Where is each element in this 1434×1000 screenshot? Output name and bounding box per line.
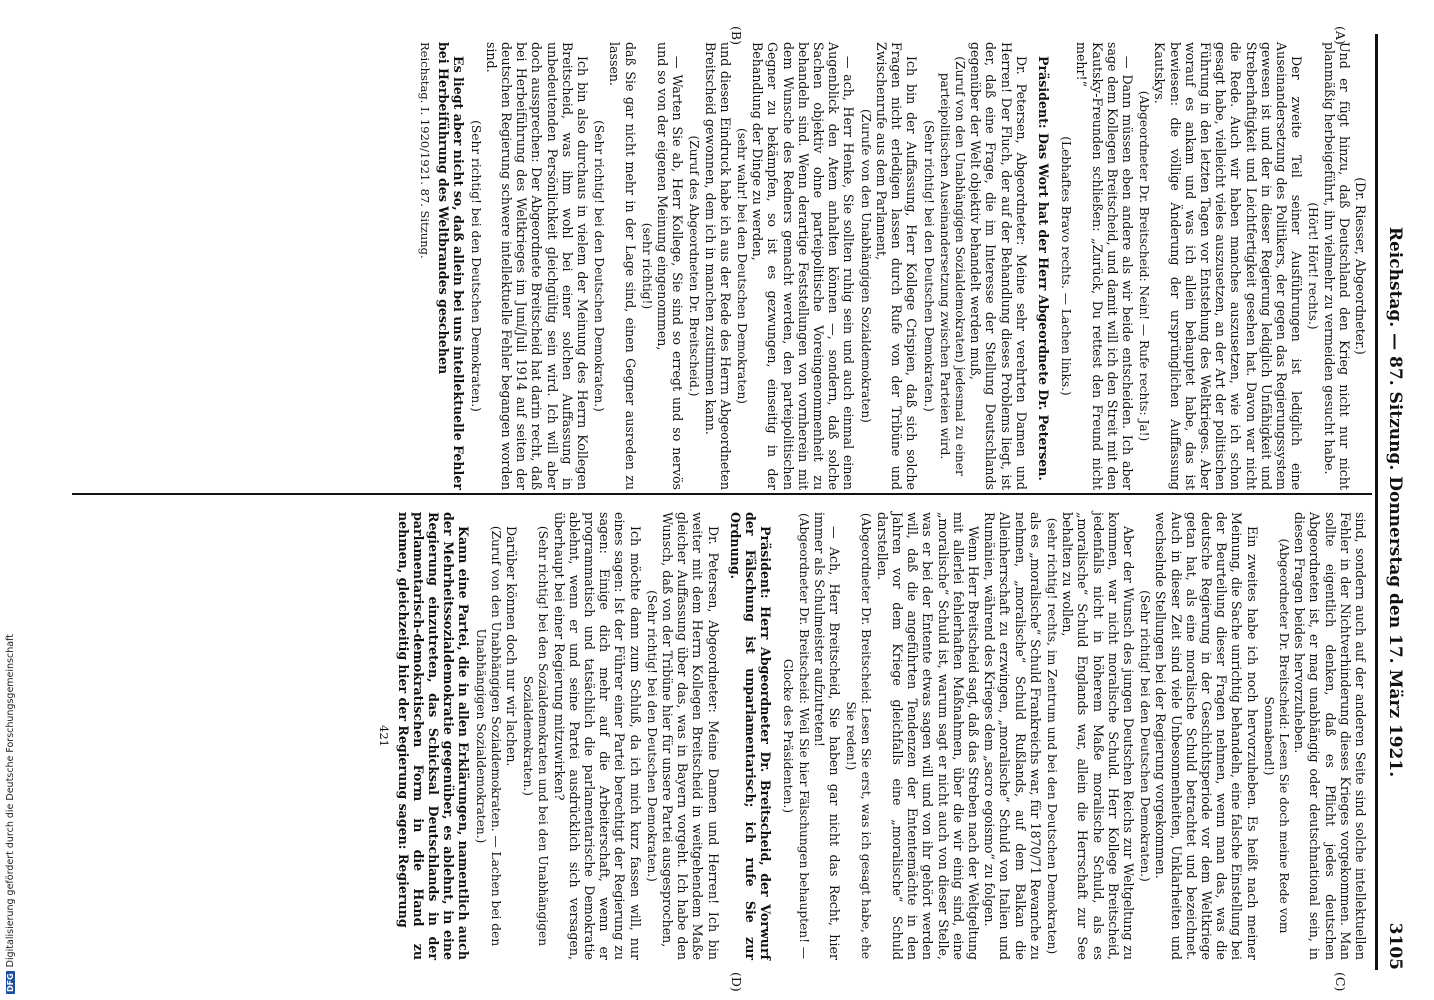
paragraph: Ich bin der Auffassung, Herr Kollege Crispien, daß sich solche Fragen nicht erledigen lassen durch Rufe von der Tribüne und Zwischenrufe aus dem Parlament,: [873, 42, 920, 490]
paragraph: Ich möchte dann zum Schluß, da ich mich kurz fassen will, nur eines sagen: Ist der Führer einer Partei berechtigt der Regierung zu sagen: Einige dich mehr auf die Arbeiterschaft, wenn er programmatisch und tatsächlich die parlamentarische Demokratie ablehnt, wenn er und seine Partei ausdrücklich sich versagen, überhaupt bei einer Regierung mitzuwirken?: [551, 512, 643, 960]
paragraph: — Warten Sie ab, Herr Kollege, Sie sind so erregt und so nervös und so von der eigenen Meinung eingenommen,: [655, 42, 686, 490]
paragraph: — ach, Herr Henke, Sie sollten ruhig sein und auch einmal einen Augenblick den Atem anhalten können —, sondern, daß solche Sachen objektiv ohne parteipolitische Voreingenommenheit zu behandeln sind. Wenn derartige Feststellungen von vornherein mit dem Wunsche des Redners gemacht werden, den parteipolitischen Gegner zu bekämpfen, so ist es gezwungen, einseitig in der Behandlung der Dinge zu werden,: [750, 42, 857, 490]
paragraph: — Dann müssen eben andere als wir beide entscheiden. Ich aber sage dem Kollegen Breitscheid, und damit will ich den Streit mit den Kautsky-Freunden schließen: „Zurück, Du rettest den Freund nicht mehr!“: [1074, 42, 1135, 490]
margin-letter-d: (D): [729, 972, 744, 992]
interjection: (Sehr richtig! bei den Deutschen Demokraten.): [1138, 590, 1153, 882]
paragraph: und diesen Eindruck habe ich aus der Rede des Herrn Abgeordneten Breitscheid gewonnen, dem ich in manchen zustimmen kann.: [702, 42, 733, 490]
interjection: (Lebhaftes Bravo rechts. — Lachen links.): [1059, 136, 1074, 396]
interjection: (Zuruf von den Unabhängigen Sozialdemokraten. — Lachen bei den Unabhängigen Sozialdemokraten.): [473, 525, 503, 947]
right-column: [375, 512, 1368, 960]
paragraph: Kann eine Partei, die in allen Erklärungen, namentlich auch der Mehrheitssozialdemokratie gegenüber, es ablehnt, in eine Regierung einzutreten, das Schicksal Deutschlands in der parlamentarisch-demokratischen Form in die Hand zu nehmen, gleichzeitig hier der Regierung sagen: Regierung: [395, 512, 472, 960]
page-header: [1375, 34, 1412, 970]
interjection: (Sehr richtig! bei den Deutschen Demokraten.): [592, 120, 607, 412]
credit-text: Digitalisierung gefördert durch die Deutsche Forschungsgemeinschaft: [5, 634, 16, 968]
paragraph: Darüber können doch nur wir lachen.: [504, 526, 520, 767]
interjection: (Sehr richtig! bei den Deutschen Demokraten.): [644, 590, 659, 882]
interjection: (Abgeordneter Dr. Breitscheid: Nein! — Rufe rechts: Ja!): [1137, 90, 1152, 442]
margin-letter-c: (C): [1333, 972, 1348, 992]
president-statement: Präsident: Das Wort hat der Herr Abgeordnete Dr. Petersen.: [1035, 56, 1051, 481]
column-divider: [72, 493, 1372, 495]
interjection: (Abgeordneter Dr. Breitscheid: Weil Sie hier Fälschungen behaupten! — Glocke des Präsidenten.): [781, 512, 811, 960]
paragraph: — Ach, Herr Breitscheid, Sie haben gar nicht das Recht, hier immer als Schulmeister aufzutreten!: [811, 512, 843, 960]
page-footer-left: Reichstag. I. 1920/1921. 87. Sitzung.: [418, 42, 433, 259]
left-column: [416, 42, 1368, 490]
interjection: (Zuruf des Abgeordneten Dr. Breitscheid.): [687, 135, 702, 397]
interjection: (Zurufe von den Unabhängigen Sozialdemokraten): [858, 109, 873, 423]
paragraph: Es liegt aber nicht so, daß allein bei uns intellektuelle Fehler bei Herbeiführung des Weltbrandes geschehen: [436, 42, 467, 490]
paragraph: sind, sondern auch auf der anderen Seite sind solche intellektuellen Fehler in der Nichtverhinderung dieses Krieges vorgekommen. Man sollte eigentlich denken, daß es Pflicht jedes deutschen Abgeordneten ist, er mag unabhängig oder deutschnational sein, in diesen Fragen beides hervorzuheben.: [1292, 512, 1368, 960]
paragraph: Dr. Petersen, Abgeordneter: Meine sehr verehrten Damen und Herren! Der Fluch, der auf der Behandlung dieses Problems liegt, ist der, daß eine Frage, die im Interesse der Stellung Deutschlands gegenüber der Welt objektiv behandelt werden muß,: [968, 42, 1029, 490]
interjection: (sehr wahr! bei den Deutschen Demokraten): [735, 127, 750, 405]
paragraph: Dr. Petersen, Abgeordneter: Meine Damen und Herren! Ich bin weiter mit dem Herrn Kollegen Breitscheid in weitgehendem Maße gleicher Auffassung über das, was in Bayern vorgeht. Ich habe den Wunsch, daß von der Tribüne hier für unsere Partei ausgesprochen,: [660, 512, 721, 960]
page-title: Reichstag. — 87. Sitzung. Donnerstag den 17. März 1921.: [1385, 226, 1405, 778]
interjection: (Abgeordneter Dr. Breitscheid: Lesen Sie erst, was ich gesagt habe, ehe Sie reden!): [844, 512, 874, 960]
paragraph: Ein zweites habe ich noch hervorzuheben. Es heißt nach meiner Meinung, die Sache unrichtig behandeln, eine falsche Einstellung bei der Beurteilung dieser Fragen nehmen, wenn man das, was die deutsche Regierung in der Geschichtsperiode vor dem Weltkriege getan hat, als eine moralische Schuld betrachtet und bezeichnet. Auch in dieser Zeit sind viele Unbesonnenheiten, Unklarheiten und wechselnde Stellungen bei der Regierung vorgekommen.: [1153, 512, 1260, 960]
paragraph: Der zweite Teil seiner Ausführungen ist lediglich eine Auseinandersetzung des Politikers, der gegen das Regierungssystem gewesen ist und der in dieser Regierung lediglich Unfähigkeit und Streberhaftigkeit und Leichtfertigkeit gesehen hat. Davon war nicht die Rede. Auch wir haben manches auszusetzen, wie ich schon gesagt habe, vielleicht vieles auszusetzen, an der Art der politischen Führung in den letzten Tagen vor Entstehung des Weltkrieges. Aber worauf es ankam und was ich allein behauptet habe, das ist bewiesen: die völlige Änderung der ursprünglichen Auffassung Kautskys.: [1152, 42, 1305, 490]
paragraph: Aber der Wunsch des jungen Deutschen Reichs zur Weltgeltung zu kommen, war nicht moralische Schuld. Herr Kollege Breitscheid, jedenfalls nicht in höherem Maße moralische Schuld, als es „moralische“ Schuld Englands war, allein die Herrschaft zur See behalten zu wollen,: [1060, 512, 1136, 960]
speaker-note: (Dr. Riesser, Abgeordneter.): [1353, 177, 1368, 355]
paragraph: Wenn Herr Breitscheid sagt, daß das Streben nach der Weltgeltung mit allerlei fehlerhaften Maßnahmen, über die wir einig sind, eine „moralische“ Schuld ist, warum sagt er nicht auch von dieser Stelle, was er bei der Entente etwas sagen will und von ihr gehört werden will, daß die angeführten Tendenzen der Ententemächte in den Jahren vor dem Kriege gleichfalls eine „moralische“ Schuld darstellen.: [874, 512, 981, 960]
interjection: (Sehr richtig! bei den Sozialdemokraten und bei den Unabhängigen Sozialdemokraten.): [521, 525, 551, 947]
digitization-credit: [0, 0, 18, 1000]
page-footer-right: 421: [377, 725, 392, 747]
interjection: (Abgeordneter Dr. Breitscheid: Lesen Sie doch meine Rede vom Sonnabend!): [1261, 538, 1291, 934]
interjection: (Sehr richtig! bei den Deutschen Demokraten.): [468, 120, 483, 412]
interjection: (sehr richtig! rechts, im Zentrum und bei den Deutschen Demokraten): [1044, 517, 1059, 955]
page-number: 3105: [1385, 922, 1405, 970]
dfg-logo: DFG: [6, 973, 15, 992]
interjection: (Hört! Hört! rechts.): [1306, 202, 1321, 330]
paragraph: als es „moralische“ Schuld Frankreichs war, für 1870/71 Revanche zu nehmen, „moralische“ Schuld Rußlands, auf dem Balkan die Alleinherrschaft zu erzwingen, „moralische“ Schuld von Italien und Rumänien, während des Krieges dem „sacro egoismo“ zu folgen.: [982, 512, 1043, 960]
interjection: (sehr richtig!): [639, 222, 654, 310]
margin-letter-a: (A): [1333, 26, 1348, 45]
paragraph: daß Sie gar nicht mehr in der Lage sind, einen Gegner ausreden zu lassen.: [607, 42, 638, 490]
president-statement: Präsident: Herr Abgeordneter Dr. Breitscheid, der Vorwurf der Fälschung ist unparlamentarisch; ich rufe Sie zur Ordnung.: [727, 512, 774, 960]
paragraph: Und er fügt hinzu, daß Deutschland den Krieg nicht nur nicht planmäßig herbeigeführt, ihn vielmehr zu vermeiden gesucht habe.: [1321, 42, 1352, 490]
interjection: (Sehr richtig! bei den Deutschen Demokraten.): [921, 120, 936, 412]
margin-letter-b: (B): [729, 26, 744, 45]
interjection: (Zuruf von den Unabhängigen Sozialdemokraten) jedesmal zu einer parteipolitischen Auseinandersetzung zwischen Parteien wird.: [937, 56, 967, 476]
paragraph: Ich bin also durchaus in vielem der Meinung des Herrn Kollegen Breitscheid, was ihm wohl bei einer solchen Auffassung in unbedeutenden Persönlichkeit gleichgültig sein wird. Ich will aber doch aussprechen: Der Abgeordnete Breitscheid hat darin recht, daß bei Herbeiführung des Weltkrieges im Juni/Juli 1914 auf seiten der deutschen Regierung schwere intellektuelle Fehler begangen worden sind.: [483, 42, 591, 490]
